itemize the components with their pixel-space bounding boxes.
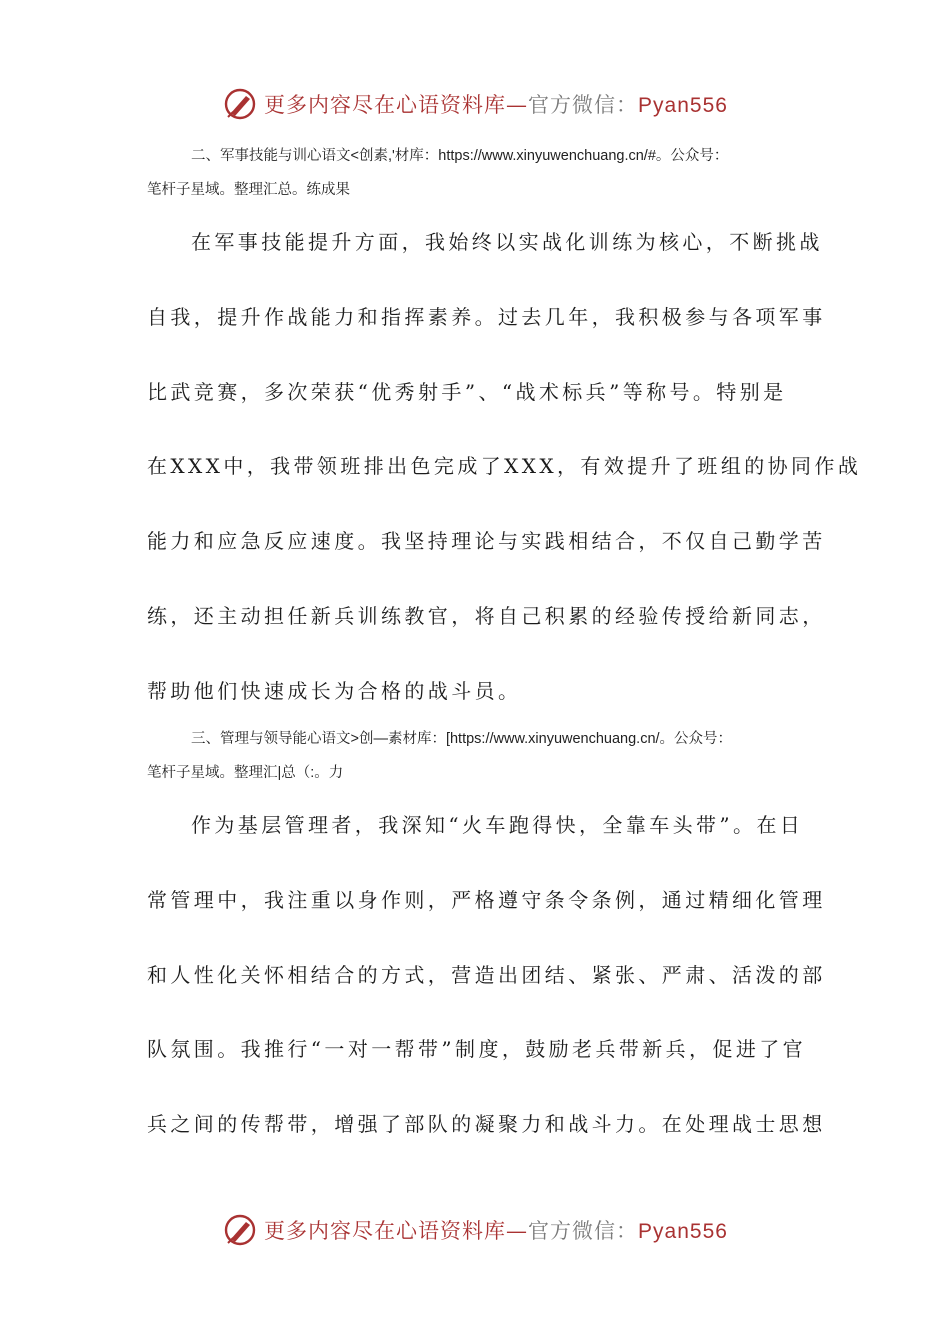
paragraph-line: 自我，提升作战能力和指挥素养。过去几年，我积极参与各项军事 <box>147 304 826 329</box>
section2-heading-line2: 笔杆子星域。整理汇总。练成果 <box>147 182 350 198</box>
banner-wechat-id: Pyan556 <box>638 1220 728 1243</box>
paragraph-line: 队氛围。我推行“一对一帮带”制度，鼓励老兵带新兵，促进了官 <box>147 1037 807 1062</box>
banner-main-text: 更多内容尽在心语资料库— <box>264 1219 529 1243</box>
banner-wechat-id: Pyan556 <box>638 94 728 117</box>
banner-wechat-label: 官方微信： <box>528 93 639 117</box>
header-banner <box>0 84 950 124</box>
section3-heading-line2: 笔杆子星域。整理汇|总（:。力 <box>147 765 344 781</box>
footer-banner <box>0 1210 950 1250</box>
paragraph-line: 在XXX中，我带领班排出色完成了XXX，有效提升了班组的协同作战 <box>147 454 862 479</box>
section3-heading <box>147 722 817 790</box>
paragraph-line: 帮助他们快速成长为合格的战斗员。 <box>147 678 522 703</box>
banner-text <box>264 89 728 119</box>
paragraph-line: 在军事技能提升方面，我始终以实战化训练为核心，不断挑战 <box>191 230 823 254</box>
paragraph-line: 兵之间的传帮带，增强了部队的凝聚力和战斗力。在处理战士思想 <box>147 1112 826 1137</box>
section2-heading-line1: 二、军事技能与训心语文<创素,'材库：https://www.xinyuwenchuang.cn/#。公众号： <box>191 148 729 164</box>
section3-heading-line1: 三、管理与领导能心语文>创—素材库：[https://www.xinyuwenchuang.cn/。公众号： <box>191 731 733 747</box>
paragraph-line: 能力和应急反应速度。我坚持理论与实践相结合，不仅自己勤学苦 <box>147 529 826 554</box>
section2-heading <box>147 139 817 207</box>
pen-logo-icon <box>222 1212 258 1248</box>
paragraph-line: 常管理中，我注重以身作则，严格遵守条令条例，通过精细化管理 <box>147 887 826 912</box>
section2-paragraph <box>147 205 862 729</box>
banner-main-text: 更多内容尽在心语资料库— <box>264 93 529 117</box>
paragraph-line: 练，还主动担任新兵训练教官，将自己积累的经验传授给新同志， <box>147 603 826 628</box>
paragraph-line: 作为基层管理者，我深知“火车跑得快，全靠车头带”。在日 <box>191 813 804 837</box>
banner-text <box>264 1215 728 1245</box>
banner-wechat-label: 官方微信： <box>528 1219 639 1243</box>
paragraph-line: 和人性化关怀相结合的方式，营造出团结、紧张、严肃、活泼的部 <box>147 962 826 987</box>
paragraph-line: 比武竞赛，多次荣获“优秀射手”、“战术标兵”等称号。特别是 <box>147 379 787 404</box>
pen-logo-icon <box>222 86 258 122</box>
section3-paragraph <box>147 788 826 1162</box>
